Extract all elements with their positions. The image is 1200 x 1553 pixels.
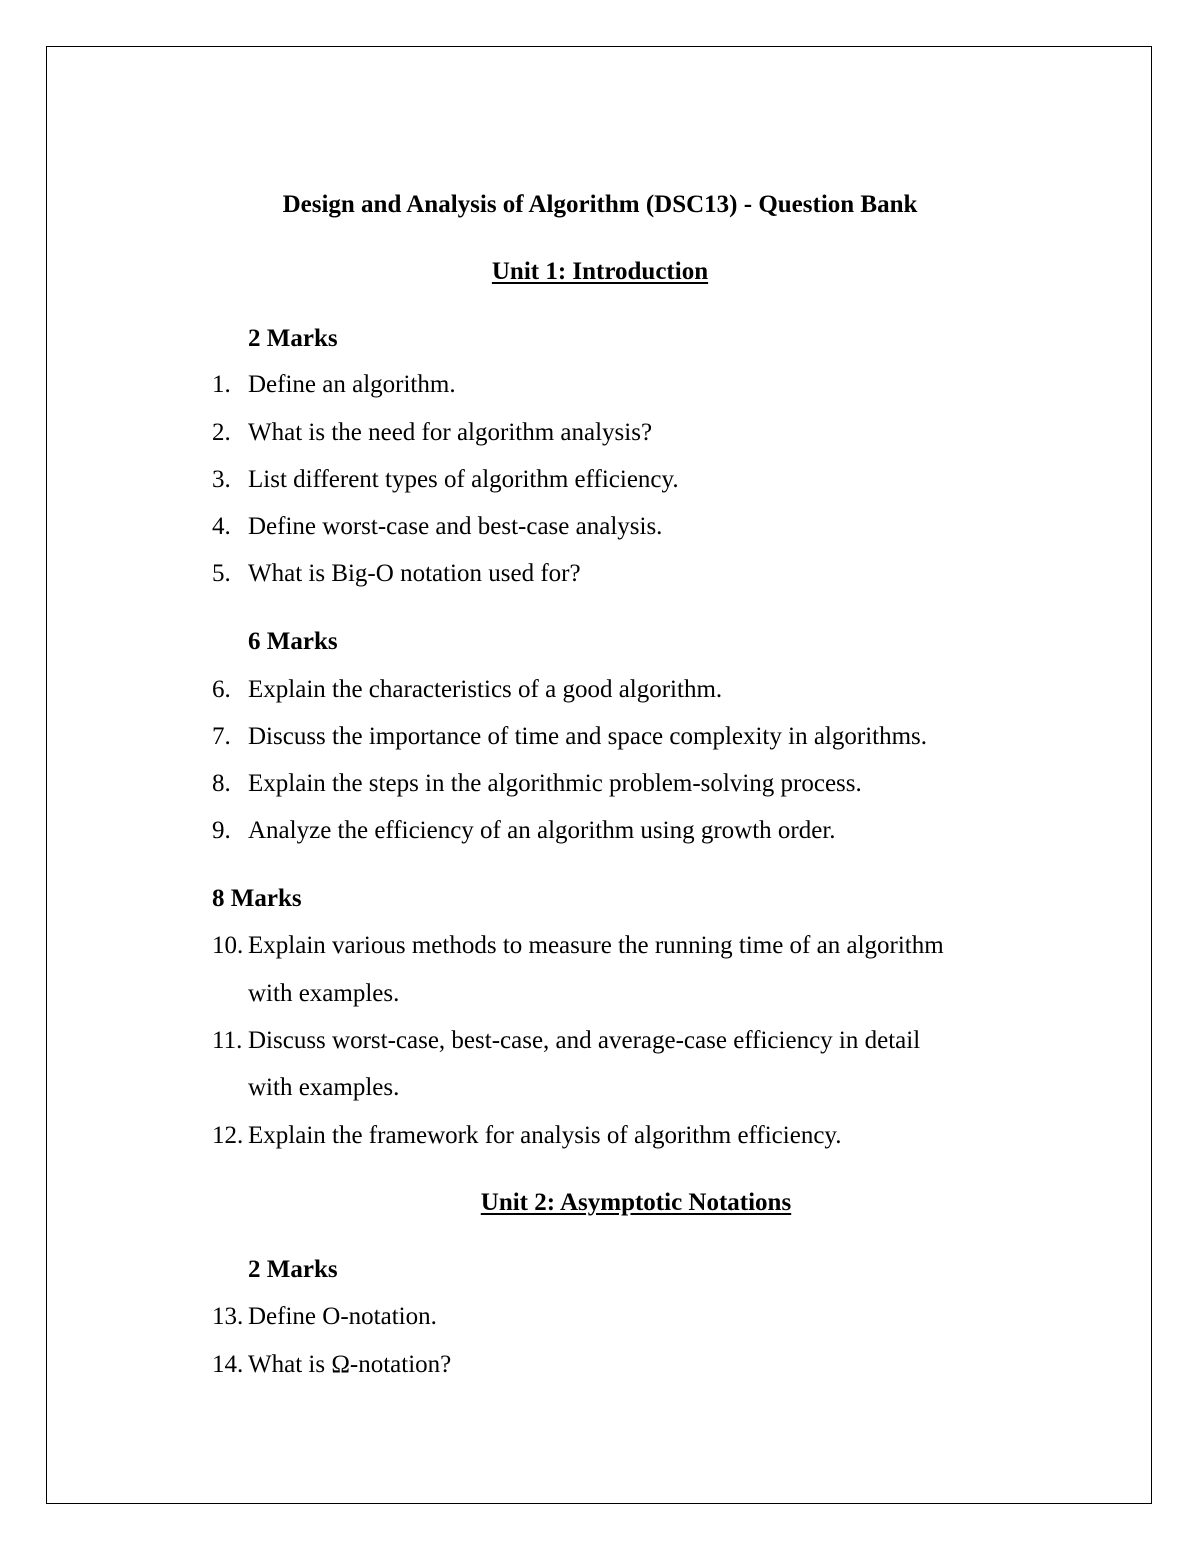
unit-1-2-marks-heading: 2 Marks: [248, 325, 338, 352]
question-text-continued: with examples.: [248, 980, 400, 1007]
unit-1-heading: [0, 255, 1200, 289]
question-number: 13.: [212, 1303, 244, 1330]
question-number: 12.: [212, 1122, 244, 1149]
question-text: What is Ω-notation?: [248, 1351, 452, 1378]
question-number: 9.: [212, 817, 231, 844]
question-text: Discuss worst-case, best-case, and average-case efficiency in detail: [248, 1027, 921, 1054]
question-text: Explain various methods to measure the running time of an algorithm: [248, 932, 944, 959]
document-title: Design and Analysis of Algorithm (DSC13) - Question Bank: [282, 191, 918, 218]
question-number: 5.: [212, 560, 231, 587]
question-text: Analyze the efficiency of an algorithm using growth order.: [248, 817, 836, 844]
question-number: 1.: [212, 371, 231, 398]
unit-2-heading: [36, 1186, 1200, 1220]
question-text: Explain the steps in the algorithmic problem-solving process.: [248, 770, 862, 797]
question-number: 6.: [212, 676, 231, 703]
unit-1-heading-text: Unit 1: Introduction: [491, 258, 709, 285]
question-number: 14.: [212, 1351, 244, 1378]
question-number: 3.: [212, 466, 231, 493]
question-text-continued: with examples.: [248, 1074, 400, 1101]
question-number: 2.: [212, 419, 231, 446]
question-text: List different types of algorithm efficiency.: [248, 466, 679, 493]
question-number: 11.: [212, 1027, 243, 1054]
question-number: 7.: [212, 723, 231, 750]
unit-2-2-marks-heading: 2 Marks: [248, 1256, 338, 1283]
question-text: Define worst-case and best-case analysis.: [248, 513, 663, 540]
question-number: 10.: [212, 932, 244, 959]
question-text: Explain the framework for analysis of algorithm efficiency.: [248, 1122, 842, 1149]
question-text: Define O-notation.: [248, 1303, 437, 1330]
unit-1-6-marks-heading: 6 Marks: [248, 628, 338, 655]
question-text: What is Big-O notation used for?: [248, 560, 581, 587]
question-number: 4.: [212, 513, 231, 540]
question-text: What is the need for algorithm analysis?: [248, 419, 653, 446]
question-text: Discuss the importance of time and space complexity in algorithms.: [248, 723, 928, 750]
question-text: Define an algorithm.: [248, 371, 456, 398]
question-number: 8.: [212, 770, 231, 797]
question-text: Explain the characteristics of a good algorithm.: [248, 676, 723, 703]
unit-1-8-marks-heading: 8 Marks: [212, 885, 302, 912]
unit-2-heading-text: Unit 2: Asymptotic Notations: [480, 1189, 792, 1216]
